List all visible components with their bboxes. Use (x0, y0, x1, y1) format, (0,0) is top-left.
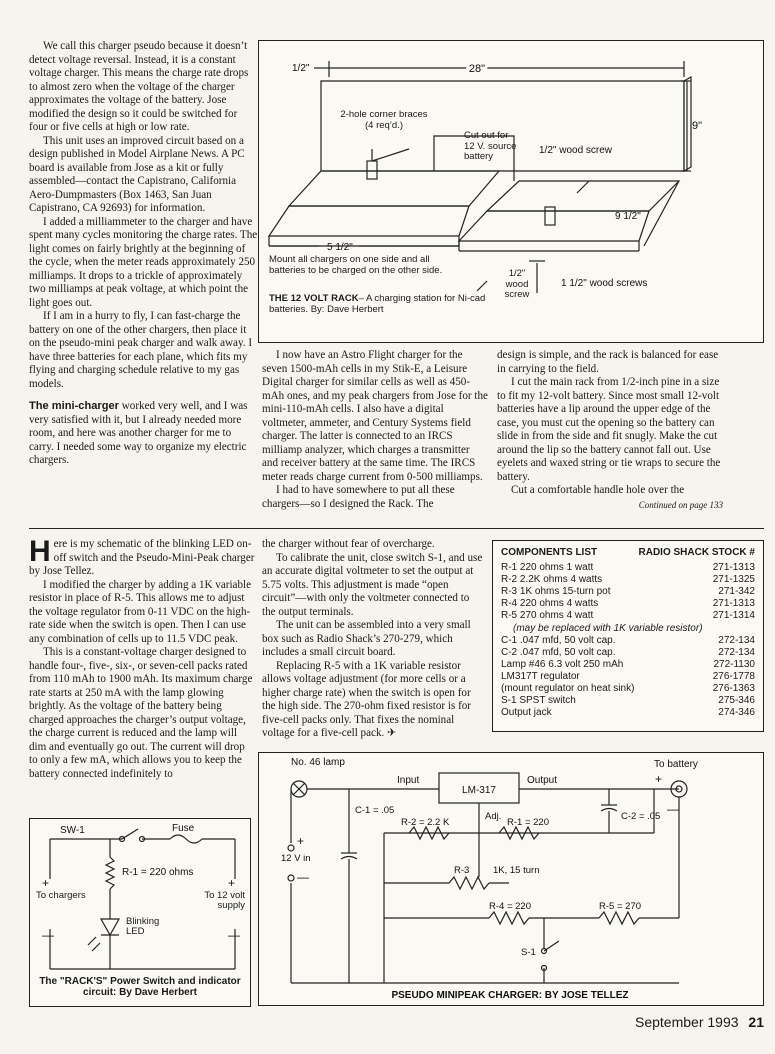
r3-resistor (449, 877, 489, 889)
adj-label: Adj. (485, 811, 502, 822)
page-number: 21 (748, 1014, 764, 1030)
component-stock: 271-342 (718, 586, 755, 598)
component-name: C-2 .047 mfd, 50 volt cap. (501, 646, 616, 658)
paragraph: We call this charger pseudo because it doesn’t detect voltage reversal. Instead, it is a constant voltage charger. This means the charge rate drops to almost zero when the voltage of the charger approximates the voltage of the battery. Jose modified the design so it could be switched for four or five cells at high or low rate. (29, 40, 249, 133)
battery-minus: — (667, 802, 679, 816)
component-stock: 272-134 (718, 646, 755, 658)
component-row (501, 586, 755, 598)
paragraph: This is a constant-voltage charger designed to handle four-, five-, six-, or seven-cell packs rated from 110 mAh to 1900 mAh. Its maximum charge rate starts at 250 mA with the lamp glowing brightly. As the voltage of the battery being charged approaches the charger’s output voltage, the charge current is reduced and the lamp will dim and eventually go out. The current will drop to only a few mA, which allows you to keep the battery connected indefinitely to (29, 646, 253, 780)
minus-right: — (228, 928, 240, 942)
component-row (501, 695, 755, 707)
paragraph: The unit can be assembled into a very small box such as Radio Shack’s 270-279, which includes a small circuit board. (262, 619, 471, 658)
page-footer (588, 1014, 764, 1030)
c1-label: C-1 = .05 (355, 805, 395, 816)
r1-label: R-1 = 220 ohms (122, 867, 194, 878)
c2-label: C-2 = .05 (621, 811, 661, 822)
dim-half: 1/2" (292, 63, 310, 74)
braces-label: 2-hole corner braces (4 req’d.) (340, 109, 428, 131)
component-stock: 272-1130 (713, 658, 755, 670)
mid-column-2 (262, 349, 488, 511)
component-row (501, 659, 755, 671)
paragraph (29, 400, 258, 468)
continued-note: Continued on page 133 (638, 499, 723, 510)
paragraph: This unit uses an improved circuit based on a design published in Model Airplane News. A PC board is available from Jose as a kit or fully assembled—contact the Capistrano, California Aero-Dumpmasters (Box 1463, San Juan Capistrano, CA 92693) for information. (29, 134, 245, 214)
component-row (501, 707, 755, 719)
charger-circuit-figure (258, 752, 764, 1006)
paragraph: Replacing R-5 with a 1K variable resistor allows voltage adjustment (for more cells or a higher charge rate) when the switch is open for the high side. The 270-ohm fixed resistor is for five-cell packs only. That fixes the nominal voltage for a five-cell pack. ✈ (262, 659, 471, 739)
intro-column (29, 40, 258, 468)
paragraph (29, 535, 256, 579)
input-label: Input (397, 775, 420, 786)
vin-label: 12 V in (281, 853, 311, 864)
r2-label: R-2 = 2.2 K (401, 817, 450, 828)
mount-note: Mount all chargers on one side and all batteries to be charged on the other side. (269, 255, 443, 276)
plus-left: + (42, 876, 50, 890)
component-name: R-5 270 ohms 4 watt (501, 610, 594, 622)
component-row (501, 610, 755, 622)
component-name: (may be replaced with 1K variable resistor) (513, 622, 703, 634)
switch-circuit-figure (29, 818, 251, 1007)
component-name: R-3 1K ohms 15-turn pot (501, 586, 611, 598)
component-name: R-4 220 ohms 4 watts (501, 598, 599, 610)
dim-9: 9" (692, 120, 703, 132)
issue-date: September 1993 (635, 1014, 739, 1030)
paragraph: the charger without fear of overcharge. (262, 538, 435, 550)
paragraph: I added a milliammeter to the charger and have spent many cycles monitoring the charge rates. The light comes on fairly brightly at the beginning of the cycle, when the meter reads approximately 250 milliamps. It drops to a trickle of approximately two milliamps at peak voltage, at which point the light goes out. (29, 215, 258, 309)
component-row (501, 683, 755, 695)
dim-9half: 9 1/2" (615, 211, 641, 222)
components-rows (501, 562, 755, 719)
component-name: Lamp #46 6.3 volt 250 mAh (501, 658, 624, 670)
components-header (501, 547, 755, 559)
charger-schematic (259, 753, 762, 1004)
component-name: (mount regulator on heat sink) (501, 683, 635, 695)
component-name: R-2 2.2K ohms 4 watts (501, 574, 603, 586)
drop-cap: H (29, 535, 51, 568)
r5-label: R-5 = 270 (599, 901, 641, 912)
component-stock: 271-1313 (712, 598, 755, 610)
component-stock: 271-1314 (712, 610, 755, 622)
component-stock: 274-346 (718, 707, 755, 719)
paragraph: I cut the main rack from 1/2-inch pine in a size to fit my 12-volt battery. Since most small 12-volt batteries have a lip around the upper edge of the case, you must cut the opening so the battery can slide in from the side and fit snugly. Make the cut around the lip so the battery cannot fall out. Use eyelets and waxed string or tie wraps to secure the battery. (497, 376, 721, 483)
paragraph: I modified the charger by adding a 1K variable resistor in place of R-5. This allows me to adjust the voltage regulator from 0-11 VDC on the high-rate side when the switch is open. Then I can use any combination of cells up to 11.5 VDC peak. (29, 578, 252, 645)
rack-drawing (259, 41, 762, 341)
components-title: COMPONENTS LIST (501, 547, 598, 558)
vin-plus: + (297, 834, 305, 848)
r4-resistor (489, 912, 529, 924)
paragraph: I had to have somewhere to put all these chargers—so I designed the Rack. The (262, 484, 455, 510)
component-stock: 271-1313 (712, 562, 755, 574)
minus-left: — (42, 928, 54, 942)
component-row (501, 647, 755, 659)
lamp-label: No. 46 lamp (291, 757, 345, 768)
dim-5half: 5 1/2" (327, 242, 353, 253)
paragraph: design is simple, and the rack is balanced for ease in carrying to the field. (497, 349, 719, 375)
component-name: C-1 .047 mfd, 50 volt cap. (501, 634, 616, 646)
component-row (501, 635, 755, 647)
fuse-label: Fuse (172, 823, 195, 834)
component-row (501, 671, 755, 683)
lower-mid-column (262, 538, 484, 741)
component-stock: 272-134 (718, 634, 755, 646)
wood-screw-label: 1/2" wood screw (539, 145, 613, 156)
r5-resistor (599, 912, 639, 924)
led-label: Blinking LED (126, 917, 160, 937)
component-stock: 271-1325 (712, 574, 755, 586)
component-name: R-1 220 ohms 1 watt (501, 562, 594, 574)
plus-right: + (228, 876, 236, 890)
component-stock: 275-346 (718, 695, 755, 707)
paragraph: If I am in a hurry to fly, I can fast-charge the battery on one of the other chargers, then place it on the pseudo-mini peak charger and walk away. I have three batteries for each plane, which fits my flying and charging schedule relative to my gas models. (29, 310, 253, 390)
lm317-label: LM-317 (462, 785, 496, 796)
r4-label: R-4 = 220 (489, 901, 531, 912)
led-symbol (101, 919, 119, 935)
to-battery-label: To battery (654, 759, 698, 770)
caption-rest: – A charging station for Ni-cad batteries. By: Dave Herbert (269, 293, 486, 315)
stock-title: RADIO SHACK STOCK # (638, 547, 755, 558)
paragraph-text: ere is my schematic of the blinking LED on-off switch and the Pseudo-Mini-Peak charger by Jose Tellez. (29, 538, 255, 577)
paragraph: I now have an Astro Flight charger for the seven 1500-mAh cells in my Stik-E, a Leisure Digital charger for similar cells as well as 450-mAh ones, and my peak chargers from Jose for the mini-110-mAh cells. I also have a digital voltmeter, ammeter, and Century Systems field charger. The latter is connected to an IRCS milliamp analyzer, which charges a transmitter and receiver battery at the same time. The IRCS meter reads charge current from 0-500 milliamps. (262, 349, 488, 483)
r1-resistor (106, 857, 114, 889)
component-row (501, 562, 755, 574)
sw1-label: SW-1 (60, 825, 85, 836)
component-row (501, 598, 755, 610)
output-label: Output (527, 775, 558, 786)
fuse-symbol (170, 835, 202, 843)
switch-caption: The "RACK'S" Power Switch and indicator circuit: By Dave Herbert (39, 976, 241, 998)
run-in-text: worked very well, and I was very satisfied with it, but I already needed more room, and here was another charger for me to carry. I needed some way to organize my electric chargers. (29, 400, 248, 466)
component-row (501, 623, 755, 635)
component-stock: 276-1778 (712, 670, 755, 682)
rack-caption (269, 293, 499, 315)
r3-label: R-3 (454, 865, 470, 876)
component-stock: 276-1363 (712, 683, 755, 695)
paragraph: Cut a comfortable handle hole over the (511, 484, 685, 496)
component-row (501, 574, 755, 586)
r1-label: R-1 = 220 (507, 817, 549, 828)
r3-turn-label: 1K, 15 turn (493, 865, 540, 876)
run-in-heading: The mini-charger (29, 400, 120, 412)
rack-figure (258, 40, 764, 343)
cutout-label: Cut out for 12 V. source battery (464, 131, 517, 162)
to-supply-label: To 12 volt supply (204, 891, 245, 911)
component-name: LM317T regulator (501, 670, 580, 682)
component-name: S-1 SPST switch (501, 695, 576, 707)
charger-caption: PSEUDO MINIPEAK CHARGER: BY JOSE TELLEZ (391, 990, 629, 1001)
vin-minus: — (297, 870, 309, 884)
wood-screw-label-2: 1/2" wood screw (504, 269, 530, 300)
wood-screws-label: 1 1/2" wood screws (561, 278, 648, 289)
dim-28: 28" (468, 63, 486, 75)
paragraph: To calibrate the unit, close switch S-1, and use an accurate digital voltmeter to set the output at 5.75 volts. This adjustment is made “open circuit”—with only the voltmeter connected to the output terminals. (262, 551, 483, 618)
switch-schematic (30, 819, 249, 1005)
mid-column-3 (497, 349, 723, 512)
section-divider (29, 528, 764, 529)
caption-bold: THE 12 VOLT RACK (269, 293, 359, 304)
component-name: Output jack (501, 707, 552, 719)
s1-label: S-1 (521, 947, 536, 958)
lower-left-column (29, 535, 256, 781)
components-list (492, 540, 764, 732)
to-chargers-label: To chargers (36, 891, 86, 901)
battery-plus: + (655, 772, 663, 786)
